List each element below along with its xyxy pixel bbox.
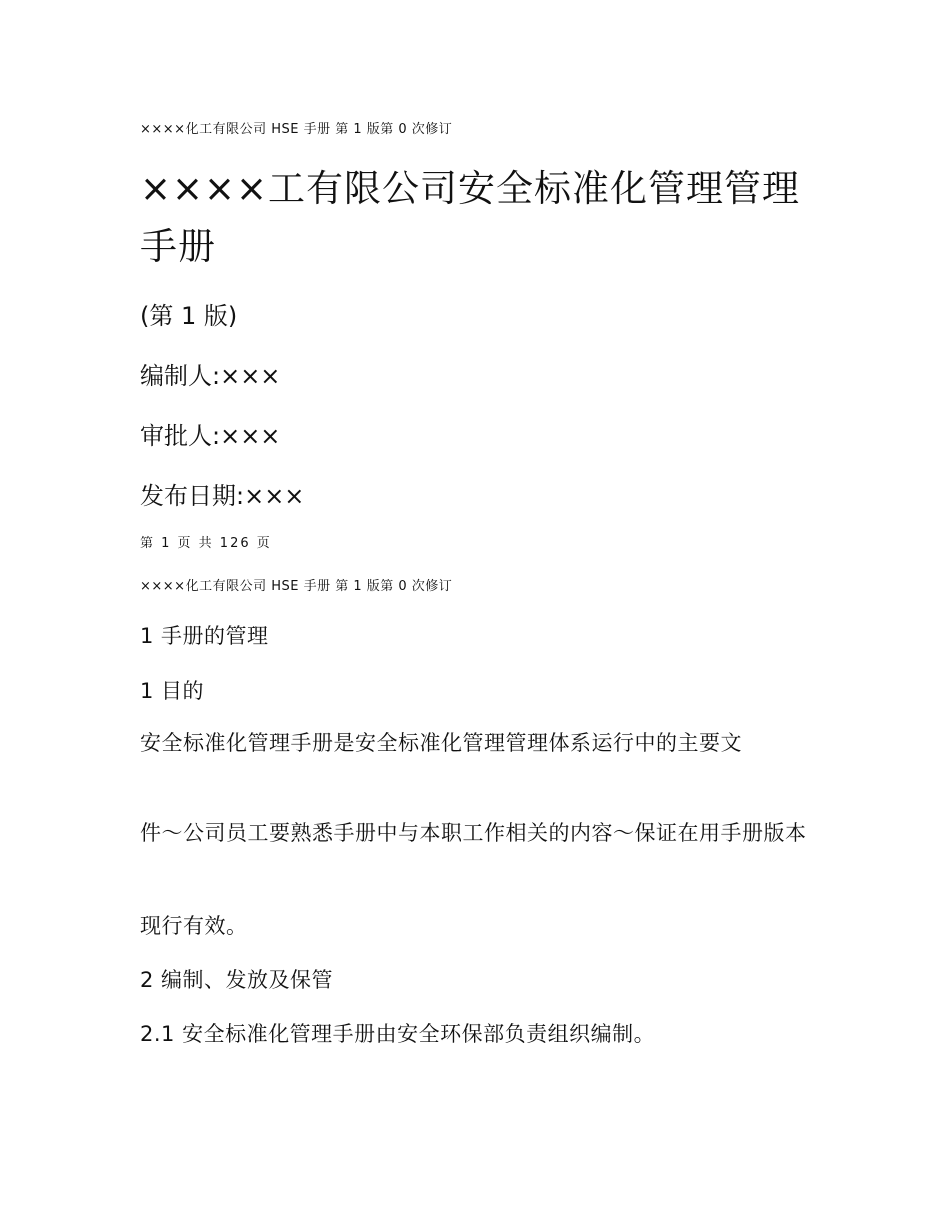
publish-date-field: 发布日期:××× (140, 482, 305, 510)
subsection-heading: 1 目的 (140, 679, 205, 703)
document-title: ××××工有限公司安全标准化管理管理手册 (140, 167, 801, 268)
page-footer: 第 1 页 共 126 页 (140, 536, 272, 551)
approver-field: 审批人:××× (140, 422, 281, 450)
running-header: ××××化工有限公司 HSE 手册 第 1 版第 0 次修订 (140, 122, 453, 137)
list-item: 2.1 安全标准化管理手册由安全环保部负责组织编制。 (140, 1022, 656, 1046)
paragraph: 安全标准化管理手册是安全标准化管理管理体系运行中的主要文 (140, 731, 742, 755)
section-heading: 2 编制、发放及保管 (140, 968, 334, 992)
section-heading: 1 手册的管理 (140, 624, 269, 648)
paragraph: 现行有效。 (140, 914, 248, 938)
running-header: ××××化工有限公司 HSE 手册 第 1 版第 0 次修订 (140, 579, 453, 594)
editor-field: 编制人:××× (140, 362, 281, 390)
edition-label: (第 1 版) (140, 302, 238, 330)
paragraph: 件～公司员工要熟悉手册中与本职工作相关的内容～保证在用手册版本 (140, 821, 807, 845)
